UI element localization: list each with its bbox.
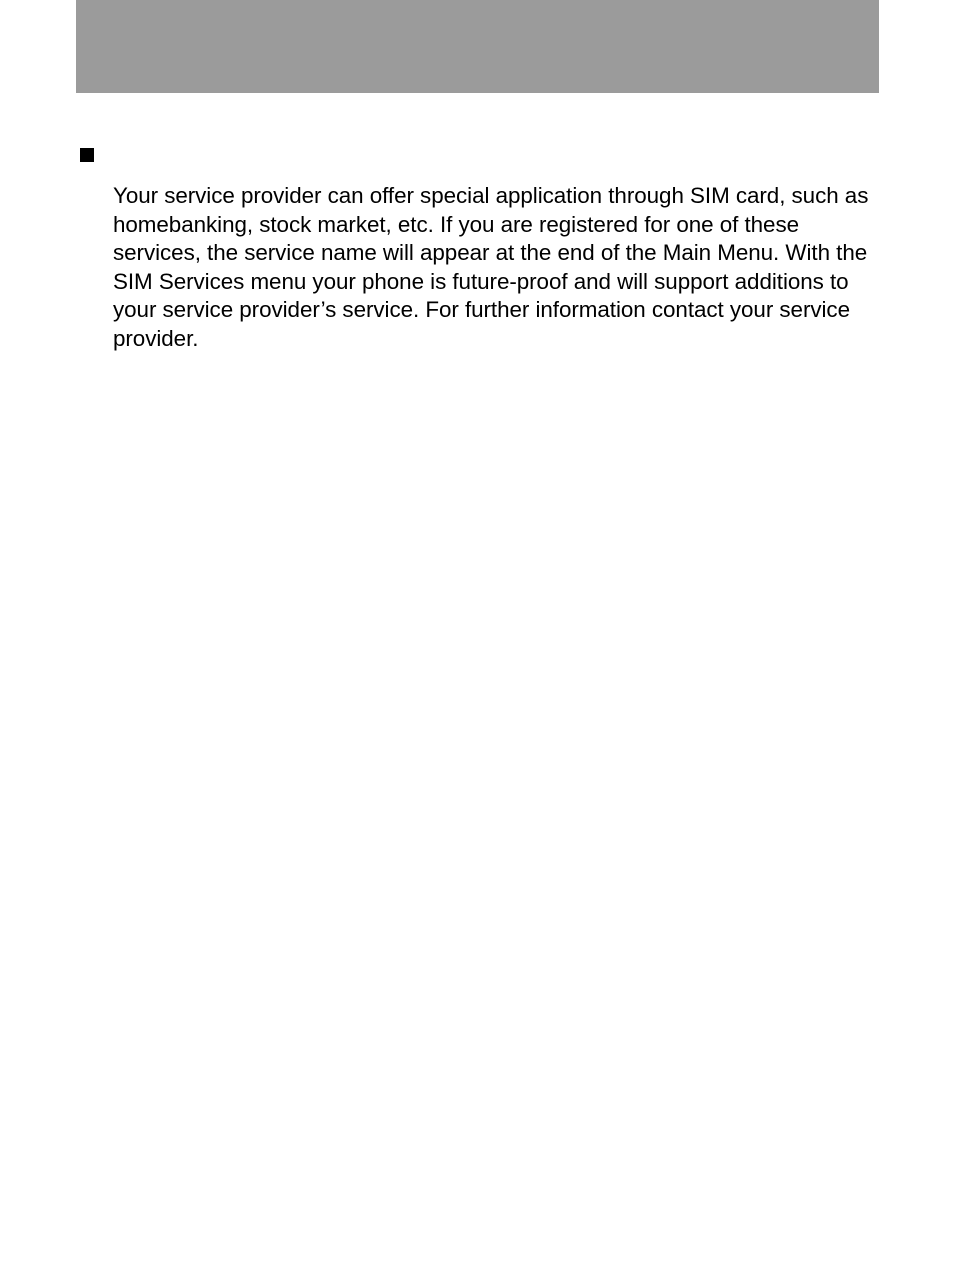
section-body-text: Your service provider can offer special application through SIM card, such as homebanking, stock market, etc. If you are registered for one of these services, the service name will appear at the end of the Main Menu. With the SIM Services menu your phone is future-proof and will support additions to your service provider’s service. For further information contact your service provider. — [113, 183, 869, 351]
header-bar — [76, 0, 879, 93]
square-bullet-icon — [80, 148, 94, 162]
